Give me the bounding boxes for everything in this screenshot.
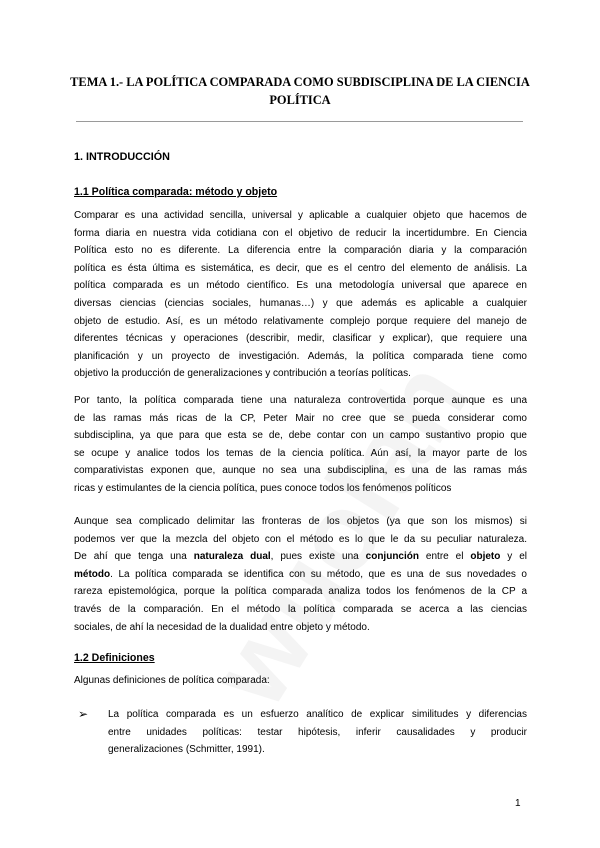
bold-term-metodo: método xyxy=(74,568,111,580)
text-line: objeto de estudio. Así, es un método relativamente complejo porque requiere del manejo de xyxy=(74,315,527,327)
title-line-2: POLÍTICA xyxy=(269,93,331,107)
text-line: generalizaciones (Schmitter, 1991). xyxy=(108,744,265,756)
paragraph-2 xyxy=(74,392,527,498)
text-line: La política comparada es un esfuerzo analítico de explicar similitudes y diferencias xyxy=(108,709,527,720)
paragraph-1 xyxy=(74,207,527,383)
text-line: planificación y un proyecto de investigación. Además, la política comparada tiene como xyxy=(74,350,527,362)
text-line: diversas ciencias (ciencias sociales, humanas…) y que además es aplicable a cualquier xyxy=(74,297,527,309)
title-line-1: TEMA 1.- LA POLÍTICA COMPARADA COMO SUBDISCIPLINA DE LA CIENCIA xyxy=(70,75,530,89)
page-title xyxy=(70,73,530,109)
text-run: entre el xyxy=(419,551,471,563)
definitions-intro: Algunas definiciones de política comparada: xyxy=(74,675,270,686)
text-line: Política esto no es diferente. La diferencia entre la comparación diaria y la comparación xyxy=(74,245,527,257)
text-line: comparativistas exponen que, aunque no sea una subdisciplina, es una de las ramas más xyxy=(74,465,527,477)
subsection-heading-1-2: 1.2 Definiciones xyxy=(74,652,155,664)
text-line: través de la comparación. En el método la política comparada se acerca a las ciencias xyxy=(74,603,527,615)
text-line: política es ésta última es sistemática, es decir, que es el centro del elemento de análisis. La xyxy=(74,262,527,274)
paragraph-3 xyxy=(74,513,527,636)
text-line: sociales, de ahí la necesidad de la dualidad entre objeto y método. xyxy=(74,621,370,633)
text-run: y el xyxy=(500,551,527,563)
text-line: diferentes técnicas y operaciones (describir, medir, clasificar y explicar), que requiere una xyxy=(74,333,527,345)
text-line: Por tanto, la política comparada tiene una naturaleza controvertida porque aunque es una xyxy=(74,395,527,406)
text-line: objetivo la producción de generalizaciones y contribución a teorías políticas. xyxy=(74,368,411,380)
text-line: podemos ver que la mezcla del objeto con el método es lo que le da su peculiar naturaleza. xyxy=(74,533,527,545)
text-run: De ahí que tenga una xyxy=(74,551,194,563)
text-line: se ocupe y analice todos los temas de la ciencia política. Aún así, la mayor parte de los xyxy=(74,447,527,459)
text-line: política comparada es un método científico. Es una metodología universal que aparece en xyxy=(74,280,527,292)
title-divider xyxy=(76,121,523,122)
text-line: subdisciplina, ya que para que esta se de, debe contar con un campo sustantivo propio que xyxy=(74,430,527,442)
text-line xyxy=(74,548,527,566)
text-run: , pues existe una xyxy=(270,551,366,563)
page-number: 1 xyxy=(515,798,521,809)
text-line: de las ramas más ricas de la CP, Peter Mair no cree que se pueda considerar como xyxy=(74,412,527,424)
bold-term-conjuncion: conjunción xyxy=(365,551,419,563)
text-line: rareza epistemológica, porque la política comparada analiza todos los fenómenos de la CP a xyxy=(74,586,527,598)
text-line: ricas y estimulantes de la ciencia política, pues conoce todos los fenómenos políticos xyxy=(74,482,452,494)
text-run: . La política comparada se identifica con su método, que es una de sus novedades o xyxy=(110,568,527,580)
text-line: forma diaria en nuestra vida cotidiana con el objetivo de reducir la incertidumbre. En Ciencia xyxy=(74,227,527,239)
text-line: Aunque sea complicado delimitar las fronteras de los objetos (ya que son los mismos) si xyxy=(74,516,527,527)
subsection-heading-1-1: 1.1 Política comparada: método y objeto xyxy=(74,186,278,198)
arrow-bullet-icon: ➢ xyxy=(78,707,89,721)
section-heading-introduccion: 1. INTRODUCCIÓN xyxy=(74,151,170,163)
text-line xyxy=(74,566,527,584)
text-line: Comparar es una actividad sencilla, universal y aplicable a cualquier objeto que hacemos de xyxy=(74,210,527,221)
bold-term-naturaleza-dual: naturaleza dual xyxy=(193,551,271,563)
text-line: entre unidades políticas: testar hipótesis, inferir causalidades y producir xyxy=(108,726,527,738)
bold-term-objeto: objeto xyxy=(470,551,501,563)
list-item-text xyxy=(108,706,527,759)
